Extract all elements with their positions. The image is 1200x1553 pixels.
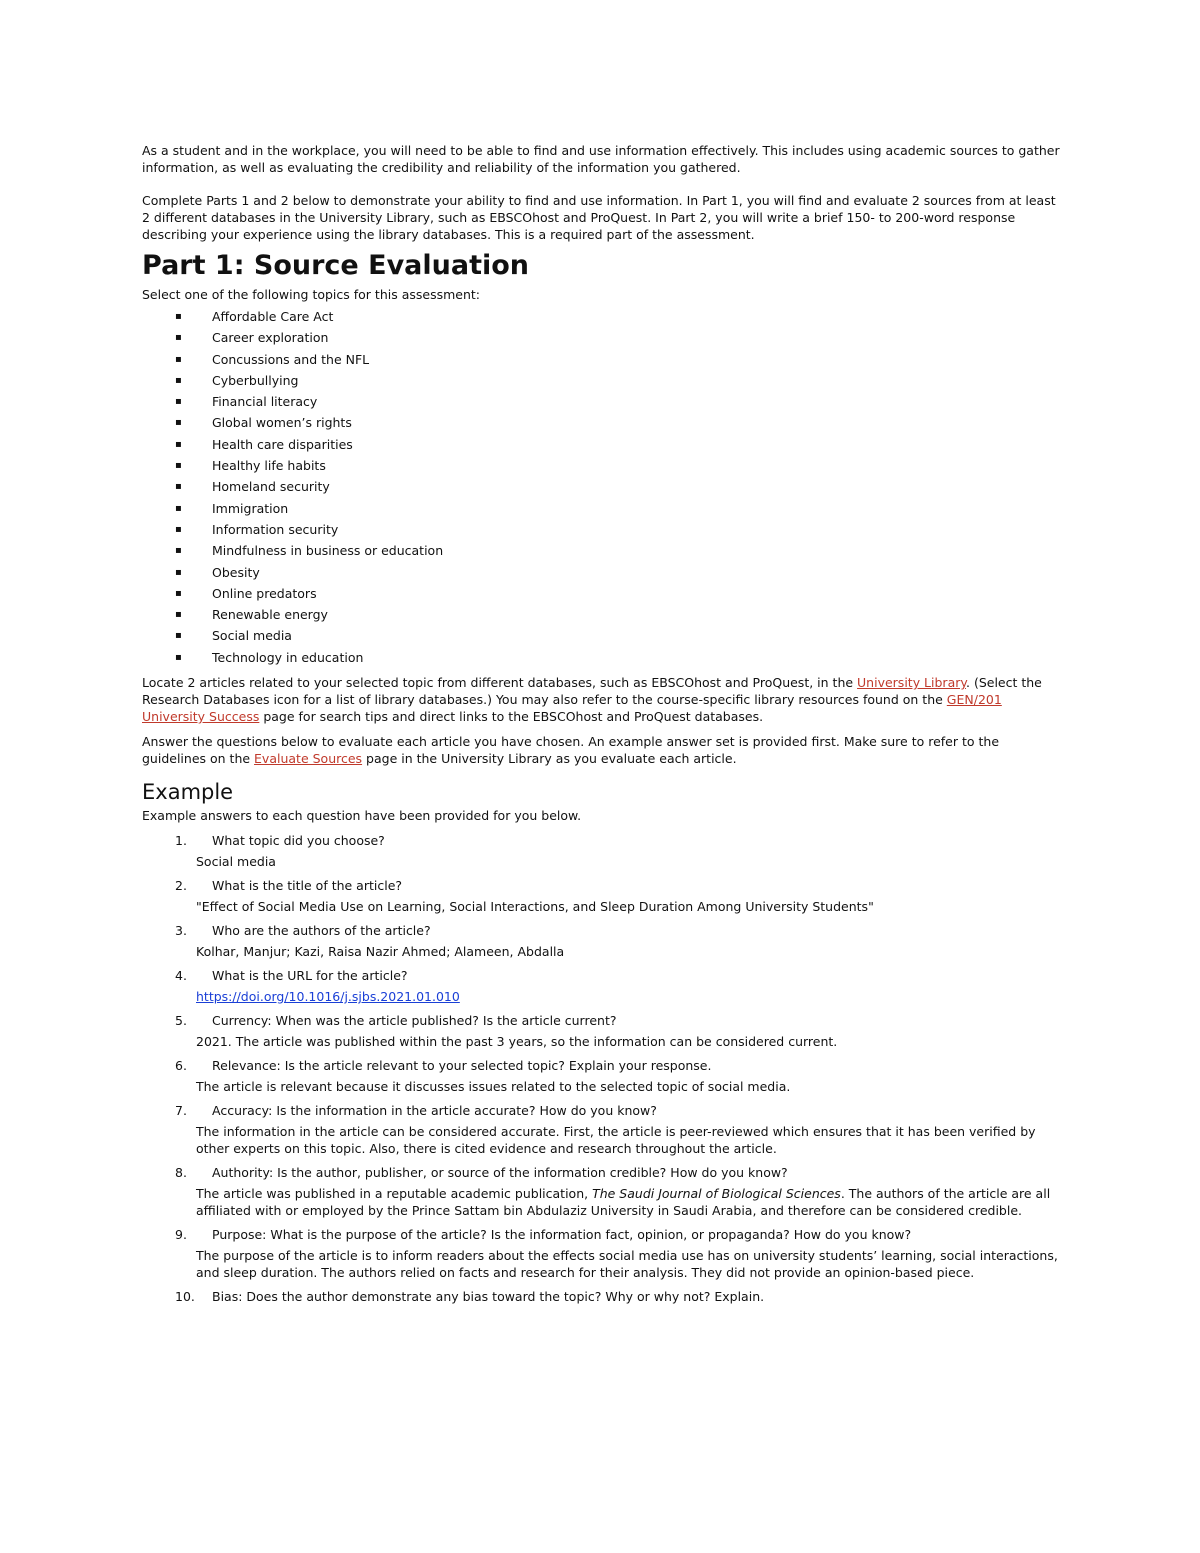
bullet-icon: ▪ [175, 566, 182, 578]
answer-text [142, 988, 1062, 1005]
question-text: Who are the authors of the article? [212, 923, 431, 939]
topic-item: ▪ Obesity [175, 564, 260, 580]
bullet-icon: ▪ [175, 609, 182, 621]
question-text: Relevance: Is the article relevant to your selected topic? Explain your response. [212, 1058, 712, 1074]
question-number: 10. [175, 1289, 195, 1305]
document-body [142, 142, 1062, 1312]
topic-item: ▪ Online predators [175, 585, 317, 601]
question-number: 4. [175, 968, 187, 984]
topic-item: ▪ Career exploration [175, 330, 329, 346]
topic-item: ▪ Healthy life habits [175, 458, 326, 474]
question-item [142, 1226, 1062, 1281]
bullet-icon: ▪ [175, 651, 182, 663]
topic-item: ▪ Homeland security [175, 479, 330, 495]
answer-questions-paragraph: Answer the questions below to evaluate each article you have chosen. An example answer set is provided first. Make sure to refer to the guidelines on the Evaluate Sources page in the University Library as you evaluate each article. [142, 734, 1000, 767]
question-number: 6. [175, 1058, 187, 1074]
question-text: What is the title of the article? [212, 878, 403, 894]
question-text: Bias: Does the author demonstrate any bias toward the topic? Why or why not? Explain. [212, 1289, 765, 1305]
example-intro: Example answers to each question have been provided for you below. [142, 808, 582, 824]
intro-paragraph-1: As a student and in the workplace, you will need to be able to find and use information effectively. This includes using academic sources to gather information, as well as evaluating the credibility and reliability of the information you gathered. [142, 143, 1060, 175]
topic-list [142, 308, 1062, 670]
topic-item: ▪ Financial literacy [175, 394, 318, 410]
question-item [142, 1164, 1062, 1219]
topic-item: ▪ Cyberbullying [175, 372, 299, 388]
question-number: 3. [175, 923, 187, 939]
bullet-icon: ▪ [175, 438, 182, 450]
bullet-icon: ▪ [175, 417, 182, 429]
article-url-link[interactable]: https://doi.org/10.1016/j.sjbs.2021.01.010 [196, 989, 460, 1005]
question-number: 2. [175, 878, 187, 894]
part1-heading: Part 1: Source Evaluation [142, 250, 530, 281]
journal-title: The Saudi Journal of Biological Sciences [592, 1186, 841, 1202]
answer-text: The article was published in a reputable academic publication, The Saudi Journal of Biological Sciences. The authors of the article are all affiliated with or employed by the Prince Sattam bin Abdulaziz University in Saudi Arabia, and therefore can be considered credible. [196, 1186, 1051, 1219]
answer-text: Social media [196, 854, 276, 870]
university-library-link[interactable]: University Library [857, 675, 966, 691]
bullet-icon: ▪ [175, 481, 182, 493]
topic-item: ▪ Global women’s rights [175, 415, 352, 431]
bullet-icon: ▪ [175, 630, 182, 642]
question-item [142, 832, 1062, 870]
bullet-icon: ▪ [175, 523, 182, 535]
bullet-icon: ▪ [175, 545, 182, 557]
question-text: What topic did you choose? [212, 833, 385, 849]
topic-item: ▪ Information security [175, 521, 339, 537]
example-question-list [142, 832, 1062, 1305]
example-heading: Example [142, 780, 234, 805]
answer-text: The information in the article can be considered accurate. First, the article is peer-reviewed which ensures that it has been verified by other experts on this topic. Also, there is cited evidence and research throughout the article. [196, 1124, 1036, 1157]
question-item [142, 922, 1062, 960]
question-item [142, 967, 1062, 1005]
question-item [142, 1012, 1062, 1050]
intro-paragraph-2: Complete Parts 1 and 2 below to demonstrate your ability to find and use information. In Part 1, you will find and evaluate 2 sources from at least 2 different databases in the University Library, such as EBSCOhost and ProQuest. In Part 2, you will write a brief 150- to 200-word response describing your experience using the library databases. This is a required part of the assessment. [142, 193, 1056, 242]
question-number: 9. [175, 1227, 187, 1243]
answer-text: The article is relevant because it discusses issues related to the selected topic of social media. [196, 1079, 791, 1095]
locate-articles-paragraph: Locate 2 articles related to your selected topic from different databases, such as EBSCOhost and ProQuest, in the University Library. (Select the Research Databases icon for a list of library databases.) You may also refer to the course-specific library resources found on the GEN/201 University Success page for search tips and direct links to the EBSCOhost and ProQuest databases. [142, 675, 1042, 725]
gen201-university-success-link[interactable]: GEN/201 University Success [142, 692, 1002, 725]
topic-item: ▪ Affordable Care Act [175, 309, 334, 324]
answer-text: "Effect of Social Media Use on Learning, Social Interactions, and Sleep Duration Among University Students" [196, 899, 874, 915]
bullet-icon: ▪ [175, 374, 182, 386]
topic-item: ▪ Technology in education [175, 649, 364, 665]
evaluate-sources-link[interactable]: Evaluate Sources [254, 751, 363, 767]
topic-item: ▪ Mindfulness in business or education [175, 543, 444, 559]
question-number: 5. [175, 1013, 187, 1029]
question-text: Currency: When was the article published? Is the article current? [212, 1013, 617, 1029]
topic-item: ▪ Renewable energy [175, 607, 328, 623]
bullet-icon: ▪ [175, 460, 182, 472]
question-item [142, 1102, 1062, 1157]
bullet-icon: ▪ [175, 396, 182, 408]
answer-text: Kolhar, Manjur; Kazi, Raisa Nazir Ahmed; Alameen, Abdalla [196, 944, 565, 960]
answer-text: The purpose of the article is to inform readers about the effects social media use has on university students’ learning, social interactions, and sleep duration. The authors relied on facts and research for their analysis. They did not provide an opinion-based piece. [196, 1248, 1058, 1281]
topic-item: ▪ Concussions and the NFL [175, 351, 370, 367]
bullet-icon: ▪ [175, 587, 182, 599]
topic-select-instruction: Select one of the following topics for this assessment: [142, 287, 481, 302]
bullet-icon: ▪ [175, 353, 182, 365]
bullet-icon: ▪ [175, 332, 182, 344]
question-text: Purpose: What is the purpose of the article? Is the information fact, opinion, or propaganda? How do you know? [212, 1227, 912, 1243]
question-number: 7. [175, 1103, 187, 1119]
question-text: Accuracy: Is the information in the article accurate? How do you know? [212, 1103, 657, 1119]
topic-item: ▪ Health care disparities [175, 436, 353, 452]
bullet-icon: ▪ [175, 502, 182, 514]
question-number: 8. [175, 1165, 187, 1181]
question-text: Authority: Is the author, publisher, or source of the information credible? How do you know? [212, 1165, 788, 1181]
topic-item: ▪ Immigration [175, 500, 289, 516]
question-item [142, 877, 1062, 915]
question-number: 1. [175, 833, 187, 849]
question-item [142, 1057, 1062, 1095]
bullet-icon: ▪ [175, 311, 182, 322]
topic-item: ▪ Social media [175, 628, 292, 644]
question-item [142, 1288, 1062, 1305]
answer-text: 2021. The article was published within the past 3 years, so the information can be considered current. [196, 1034, 838, 1050]
question-text: What is the URL for the article? [212, 968, 408, 984]
